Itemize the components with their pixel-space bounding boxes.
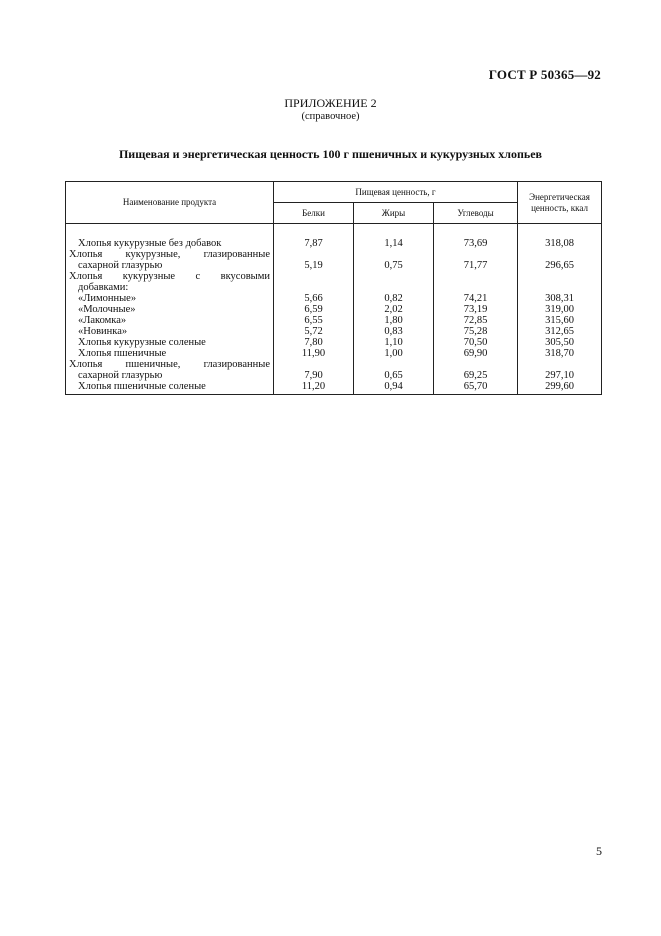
cell-energy: 318,08	[518, 238, 602, 249]
cell-proteins: 11,20	[274, 381, 354, 392]
cell-carbs: 73,19	[434, 304, 518, 315]
table-row	[66, 381, 602, 392]
product-name: «Новинка»	[66, 326, 274, 337]
cell-energy	[518, 271, 602, 282]
cell-fats: 0,65	[354, 370, 434, 381]
cell-carbs: 73,69	[434, 238, 518, 249]
cell-energy: 299,60	[518, 381, 602, 392]
cell-proteins: 7,87	[274, 238, 354, 249]
cell-carbs: 70,50	[434, 337, 518, 348]
table-row	[66, 315, 602, 326]
cell-energy: 318,70	[518, 348, 602, 359]
table-row	[66, 359, 602, 370]
cell-carbs: 75,28	[434, 326, 518, 337]
cell-carbs: 69,25	[434, 370, 518, 381]
product-name: Хлопья пшеничные соленые	[66, 381, 274, 392]
document-code: ГОСТ Р 50365—92	[488, 67, 601, 82]
cell-fats: 1,80	[354, 315, 434, 326]
cell-carbs	[434, 359, 518, 370]
cell-energy: 315,60	[518, 315, 602, 326]
cell-carbs	[434, 271, 518, 282]
table-row	[66, 238, 602, 249]
appendix-title: ПРИЛОЖЕНИЕ 2	[284, 96, 377, 110]
cell-energy: 312,65	[518, 326, 602, 337]
header-nutritional-value: Пищевая ценность, г	[274, 182, 518, 203]
product-name: сахарной глазурью	[66, 370, 274, 381]
cell-carbs: 69,90	[434, 348, 518, 359]
cell-energy: 319,00	[518, 304, 602, 315]
cell-fats: 1,14	[354, 238, 434, 249]
cell-carbs	[434, 249, 518, 260]
cell-proteins	[274, 359, 354, 370]
cell-fats	[354, 282, 434, 293]
table-row	[66, 304, 602, 315]
cell-energy	[518, 359, 602, 370]
product-name: Хлопья кукурузные, глазированные	[66, 249, 274, 260]
table-title: Пищевая и энергетическая ценность 100 г пшеничных и кукурузных хлопьев	[118, 147, 543, 161]
table-row	[66, 282, 602, 293]
table-row	[66, 326, 602, 337]
product-name: Хлопья кукурузные с вкусовыми	[66, 271, 274, 282]
cell-energy: 297,10	[518, 370, 602, 381]
cell-energy	[518, 249, 602, 260]
cell-carbs: 65,70	[434, 381, 518, 392]
cell-proteins: 5,72	[274, 326, 354, 337]
cell-proteins	[274, 271, 354, 282]
header-carbs: Углеводы	[434, 203, 518, 224]
cell-carbs	[434, 282, 518, 293]
cell-proteins: 6,55	[274, 315, 354, 326]
product-name: Хлопья кукурузные без добавок	[66, 238, 274, 249]
product-name: Хлопья кукурузные соленые	[66, 337, 274, 348]
cell-fats	[354, 271, 434, 282]
header-product: Наименование продукта	[66, 182, 274, 224]
product-name: Хлопья пшеничные, глазированные	[66, 359, 274, 370]
product-name: «Молочные»	[66, 304, 274, 315]
cell-carbs: 71,77	[434, 260, 518, 271]
cell-energy: 308,31	[518, 293, 602, 304]
cell-carbs: 74,21	[434, 293, 518, 304]
cell-proteins	[274, 282, 354, 293]
header-energy: Энергетическая ценность, ккал	[518, 182, 602, 224]
cell-fats	[354, 359, 434, 370]
table-row	[66, 260, 602, 271]
product-name: добавками:	[66, 282, 274, 293]
cell-fats: 1,10	[354, 337, 434, 348]
table-body	[66, 224, 602, 395]
cell-proteins: 5,19	[274, 260, 354, 271]
table-row	[66, 337, 602, 348]
cell-proteins: 6,59	[274, 304, 354, 315]
cell-fats: 2,02	[354, 304, 434, 315]
table-row	[66, 249, 602, 260]
cell-carbs: 72,85	[434, 315, 518, 326]
product-name: Хлопья пшеничные	[66, 348, 274, 359]
cell-fats: 0,94	[354, 381, 434, 392]
cell-fats: 0,83	[354, 326, 434, 337]
product-name: «Лимонные»	[66, 293, 274, 304]
cell-fats: 0,82	[354, 293, 434, 304]
cell-fats	[354, 249, 434, 260]
header-fats: Жиры	[354, 203, 434, 224]
table-row	[66, 271, 602, 282]
cell-proteins: 5,66	[274, 293, 354, 304]
table-row	[66, 370, 602, 381]
cell-proteins	[274, 249, 354, 260]
cell-energy	[518, 282, 602, 293]
appendix-subtitle: (справочное)	[301, 111, 360, 122]
cell-proteins: 7,90	[274, 370, 354, 381]
table-row	[66, 348, 602, 359]
cell-fats: 1,00	[354, 348, 434, 359]
product-name: «Лакомка»	[66, 315, 274, 326]
nutrition-table	[65, 181, 602, 395]
page-number: 5	[596, 844, 602, 858]
table-row	[66, 293, 602, 304]
product-name: сахарной глазурью	[66, 260, 274, 271]
appendix-heading	[0, 97, 661, 123]
cell-fats: 0,75	[354, 260, 434, 271]
cell-proteins: 11,90	[274, 348, 354, 359]
header-proteins: Белки	[274, 203, 354, 224]
table-header	[66, 182, 602, 224]
cell-energy: 305,50	[518, 337, 602, 348]
cell-energy: 296,65	[518, 260, 602, 271]
cell-proteins: 7,80	[274, 337, 354, 348]
